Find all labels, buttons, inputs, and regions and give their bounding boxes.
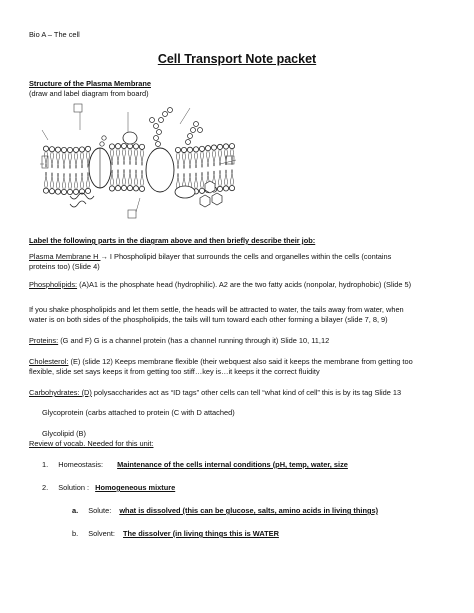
phospholipid-head: [67, 147, 72, 152]
fatty-acid-tail: [46, 151, 48, 167]
phospholipid-head: [133, 186, 138, 191]
plasma-membrane-line2: proteins too) (Slide 4): [29, 262, 100, 271]
carbohydrate-chains: [100, 108, 203, 147]
fatty-acid-tail: [190, 152, 192, 168]
phospholipid-head: [73, 147, 78, 152]
fatty-acid-tail: [122, 169, 124, 185]
phospholipid-head: [127, 185, 132, 190]
phospholipid-head: [121, 185, 126, 190]
fatty-acid-tail: [70, 153, 72, 169]
phospholipid-head: [223, 186, 228, 191]
shake-line2: water is on both sides of the phospholipids, the tails will turn toward each other forming a bilayer (slide 7, 8, 9): [29, 315, 388, 324]
review-item-solution: [42, 483, 189, 493]
review-subitem-solute: [72, 506, 382, 516]
phospholipid-head: [175, 147, 180, 152]
cholesterol-line2: flexible, slide set says keeps it from getting too stiff…key is…it keeps it the correct fluidity: [29, 367, 320, 376]
page-title: Cell Transport Note packet: [157, 52, 317, 66]
fatty-acid-tail: [116, 170, 118, 186]
proteins-line: [29, 336, 329, 346]
fatty-acid-tail: [74, 152, 76, 168]
carbohydrates-description: polysaccharides act as “ID tags” other cells can tell “what kind of cell” this is by its tag Slide 13: [91, 388, 402, 397]
fatty-acid-tail: [56, 173, 58, 189]
plasma-membrane-description: I Phospholipid bilayer that surrounds the cells and organelles within the cells (contains: [107, 252, 392, 261]
fatty-acid-tail: [76, 152, 78, 168]
phospholipid-head: [217, 144, 222, 149]
fatty-acid-tail: [196, 173, 198, 189]
fatty-acid-tail: [122, 149, 124, 165]
phospholipid-head: [109, 186, 114, 191]
fatty-acid-tail: [218, 150, 220, 166]
phospholipid-head: [205, 146, 210, 151]
phospholipid-head: [43, 188, 48, 193]
proteins-description: (G and F) G is a channel protein (has a channel running through it) Slide 10, 11,12: [58, 336, 330, 345]
right-arrow-icon: →: [100, 252, 108, 261]
fatty-acid-tail: [218, 170, 220, 186]
fatty-acid-tail: [202, 172, 204, 188]
fatty-acid-tail: [200, 151, 202, 167]
fatty-acid-tail: [184, 153, 186, 169]
shake-line1: If you shake phospholipids and let them settle, the heads will be attracted to water, the tails away from water, when: [29, 305, 404, 314]
fatty-acid-tail: [230, 170, 232, 186]
fatty-acid-tail: [82, 173, 84, 189]
solvent-answer: The dissolver (in living things this is WATER: [123, 529, 279, 538]
fatty-acid-tail: [118, 149, 120, 165]
fatty-acid-tail: [214, 150, 216, 166]
phospholipid-head: [61, 189, 66, 194]
phospholipid-head: [229, 144, 234, 149]
fatty-acid-tail: [128, 149, 130, 165]
phospholipid-head: [55, 189, 60, 194]
fatty-acid-tail: [68, 173, 70, 189]
phospholipid-head: [43, 146, 48, 151]
phospholipid-head: [199, 146, 204, 151]
phospholipid-head: [79, 147, 84, 152]
proteins-term: Proteins:: [29, 336, 59, 345]
fatty-acid-tail: [112, 149, 114, 165]
fatty-acid-tail: [220, 150, 222, 166]
review-heading: Review of vocab. Needed for this unit:: [29, 439, 154, 448]
fatty-acid-tail: [136, 170, 138, 186]
fatty-acid-tail: [194, 173, 196, 189]
fatty-acid-tail: [206, 151, 208, 167]
item-number: 2.: [42, 483, 49, 492]
fatty-acid-tail: [68, 153, 70, 169]
fatty-acid-tail: [224, 170, 226, 186]
phospholipid-head: [55, 147, 60, 152]
fatty-acid-tail: [136, 149, 138, 165]
plasma-membrane-term: Plasma Membrane H: [29, 252, 101, 261]
phospholipid-head: [139, 144, 144, 149]
phospholipid-head: [133, 144, 138, 149]
glycolipid-line: Glycolipid (B): [42, 429, 86, 438]
fatty-acid-tail: [220, 170, 222, 186]
solution-answer: Homogeneous mixture: [95, 483, 176, 492]
fatty-acid-tail: [134, 149, 136, 165]
fatty-acid-tail: [76, 173, 78, 189]
solute-term: Solute:: [88, 506, 112, 515]
phospholipid-head: [49, 189, 54, 194]
phospholipid-head: [109, 144, 114, 149]
fatty-acid-tail: [62, 153, 64, 169]
fatty-acid-tail: [74, 173, 76, 189]
carbohydrates-line: [29, 388, 401, 398]
fatty-acid-tail: [142, 149, 144, 165]
phospholipid-head: [193, 147, 198, 152]
fatty-acid-tail: [176, 153, 178, 169]
solution-term: Solution :: [58, 483, 90, 492]
item-number: 1.: [42, 460, 49, 469]
fatty-acid-tail: [178, 153, 180, 169]
subitem-letter: a.: [72, 506, 79, 515]
fatty-acid-tail: [196, 152, 198, 168]
plasma-membrane-line: [29, 252, 391, 262]
fatty-acid-tail: [212, 150, 214, 166]
fatty-acid-tail: [56, 152, 58, 168]
phospholipid-head: [187, 147, 192, 152]
phospholipid-head: [181, 147, 186, 152]
phospholipid-head: [139, 186, 144, 191]
fatty-acid-tail: [46, 172, 48, 188]
phospholipid-head: [223, 144, 228, 149]
phospholipid-head: [61, 147, 66, 152]
fatty-acid-tail: [130, 169, 132, 185]
fatty-acid-tail: [86, 172, 88, 188]
phospholipids-term: Phospholipids:: [29, 280, 78, 289]
phospholipid-head: [121, 143, 126, 148]
cholesterol-line: [29, 357, 413, 367]
fatty-acid-tail: [128, 169, 130, 185]
review-item-homeostasis: [42, 460, 348, 470]
fatty-acid-tail: [202, 151, 204, 167]
cholesterol-term: Cholesterol:: [29, 357, 69, 366]
fatty-acid-tail: [130, 149, 132, 165]
fatty-acid-tail: [50, 152, 52, 168]
fatty-acid-tail: [58, 152, 60, 168]
fatty-acid-tail: [208, 151, 210, 167]
review-subitem-solvent: [72, 529, 283, 539]
fatty-acid-tail: [116, 149, 118, 165]
fatty-acid-tail: [134, 170, 136, 186]
phospholipids-line: [29, 280, 411, 290]
phospholipid-head: [67, 189, 72, 194]
fatty-acid-tail: [86, 152, 88, 168]
fatty-acid-tail: [44, 151, 46, 167]
fatty-acid-tail: [230, 149, 232, 165]
fatty-acid-tail: [112, 170, 114, 186]
label-section-heading: Label the following parts in the diagram above and then briefly describe their job:: [29, 236, 316, 245]
phospholipid-head: [217, 186, 222, 191]
fatty-acid-tail: [64, 173, 66, 189]
fatty-acid-tail: [124, 149, 126, 165]
transmembrane-protein: [146, 148, 174, 192]
fatty-acid-tail: [182, 153, 184, 169]
fatty-acid-tail: [140, 170, 142, 186]
fatty-acid-tail: [64, 153, 66, 169]
glycoprotein-line: Glycoprotein (carbs attached to protein (C with D attached): [42, 408, 235, 417]
peripheral-protein-bottom: [175, 186, 195, 198]
phospholipid-head: [85, 188, 90, 193]
phospholipid-head: [73, 189, 78, 194]
fatty-acid-tail: [52, 173, 54, 189]
homeostasis-term: Homeostasis:: [58, 460, 104, 469]
phospholipids-description: (A)A1 is the phosphate head (hydrophilic). A2 are the two fatty acids (nonpolar, hydrophobic) (Slide 5): [77, 280, 412, 289]
fatty-acid-tail: [70, 173, 72, 189]
fatty-acid-tail: [52, 152, 54, 168]
subitem-letter: b.: [72, 529, 79, 538]
fatty-acid-tail: [176, 173, 178, 189]
fatty-acid-tail: [232, 149, 234, 165]
fatty-acid-tail: [140, 149, 142, 165]
phospholipid-head: [49, 147, 54, 152]
fatty-acid-tail: [142, 170, 144, 186]
fatty-acid-tail: [200, 172, 202, 188]
carbohydrates-term: Carbohydrates: (D): [29, 388, 92, 397]
course-header: Bio A – The cell: [29, 30, 80, 39]
fatty-acid-tail: [124, 169, 126, 185]
phospholipid-head: [115, 186, 120, 191]
phospholipid-head: [211, 145, 216, 150]
fatty-acid-tail: [44, 172, 46, 188]
solvent-term: Solvent:: [88, 529, 115, 538]
fatty-acid-tail: [188, 152, 190, 168]
fatty-acid-tail: [226, 170, 228, 186]
fatty-acid-tail: [80, 152, 82, 168]
fatty-acid-tail: [62, 173, 64, 189]
phospholipid-head: [199, 188, 204, 193]
solute-answer: what is dissolved (this can be glucose, salts, amino acids in living things): [119, 506, 379, 515]
fatty-acid-tail: [82, 152, 84, 168]
structure-instruction: (draw and label diagram from board): [29, 89, 149, 98]
phospholipid-head: [115, 144, 120, 149]
fatty-acid-tail: [50, 173, 52, 189]
fatty-acid-tail: [194, 152, 196, 168]
homeostasis-answer: Maintenance of the cells internal conditions (pH, temp, water, size: [117, 460, 348, 469]
structure-heading: Structure of the Plasma Membrane: [29, 79, 151, 88]
fatty-acid-tail: [118, 170, 120, 186]
cholesterol-description: (E) (slide 12) Keeps membrane flexible (their webquest also said it keeps the membrane from getting too: [68, 357, 413, 366]
peripheral-protein: [123, 132, 137, 144]
fatty-acid-tail: [232, 170, 234, 186]
phospholipid-head: [85, 146, 90, 151]
fatty-acid-tail: [58, 173, 60, 189]
fatty-acid-tail: [80, 173, 82, 189]
plasma-membrane-diagram: [40, 100, 240, 222]
phospholipid-head: [229, 186, 234, 191]
